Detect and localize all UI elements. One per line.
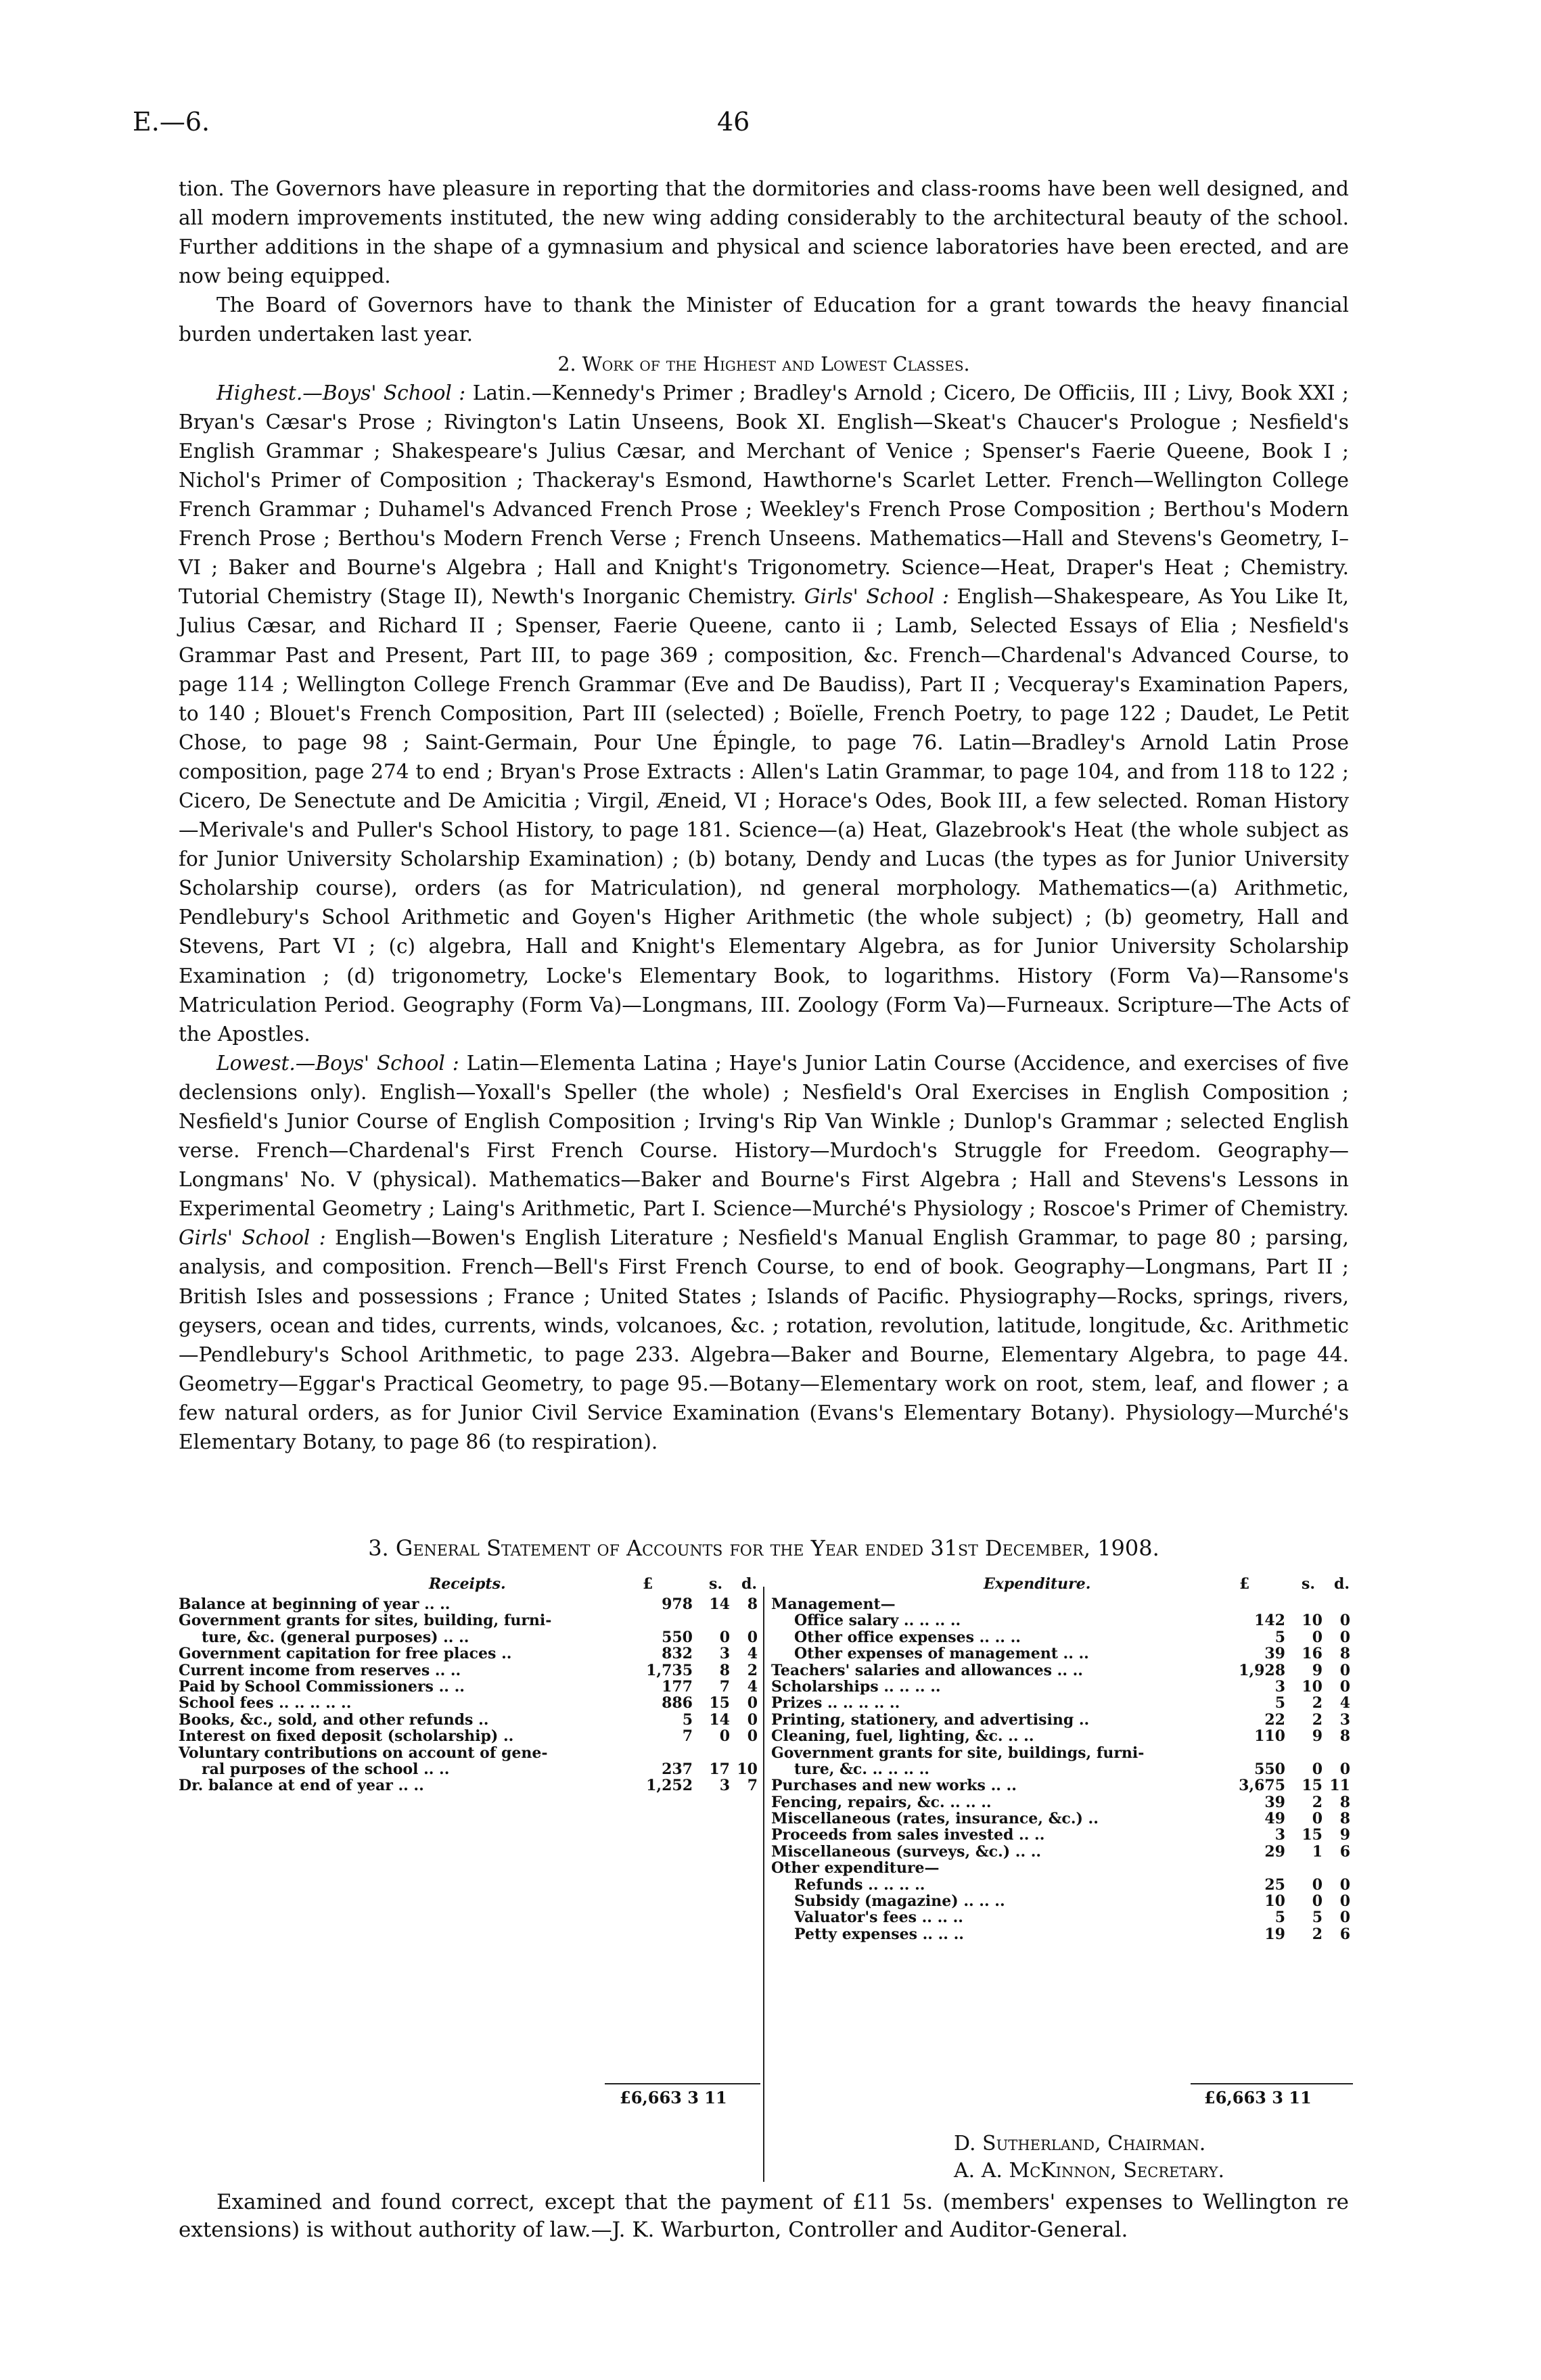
expenditure-row <box>771 1794 1353 1811</box>
expenditure-row <box>771 1745 1353 1761</box>
receipts-item-shillings: 7 <box>719 1677 730 1696</box>
expenditure-item-shillings: 0 <box>1312 1810 1322 1828</box>
receipts-item-label: Books, &c., sold, and other refunds .. <box>179 1710 489 1729</box>
receipts-item-pence: 0 <box>747 1710 758 1729</box>
expenditure-item-label: Subsidy (magazine) .. .. .. <box>794 1892 1005 1911</box>
expenditure-item-pence: 0 <box>1339 1612 1350 1630</box>
secretary-signature: A. A. McKinnon, Secretary. <box>954 2159 1225 2183</box>
expenditure-item-pence: 6 <box>1339 1925 1350 1943</box>
expenditure-total-rule <box>1191 2083 1353 2084</box>
expenditure-item-pounds: 110 <box>1254 1727 1285 1746</box>
receipts-row <box>179 1612 760 1629</box>
receipts-item-label: ture, &c. (general purposes) .. .. <box>202 1628 469 1646</box>
lowest-classes-paragraph <box>179 1049 1349 1457</box>
expenditure-row <box>771 1761 1353 1777</box>
expenditure-item-pence: 9 <box>1339 1826 1350 1844</box>
receipts-item-label: School fees .. .. .. .. .. <box>179 1694 352 1712</box>
receipts-row <box>179 1728 760 1744</box>
expenditure-row <box>771 1629 1353 1646</box>
expenditure-item-pounds: 25 <box>1264 1875 1285 1894</box>
expenditure-item-label: Valuator's fees .. .. .. <box>794 1909 963 1927</box>
receipts-item-pounds: 177 <box>662 1677 693 1696</box>
receipts-item-pence: 0 <box>747 1694 758 1712</box>
expenditure-item-label: Cleaning, fuel, lighting, &c. .. .. <box>771 1727 1034 1746</box>
expenditure-row <box>771 1646 1353 1662</box>
expenditure-row <box>771 1860 1353 1876</box>
receipts-item-pence: 0 <box>747 1727 758 1746</box>
receipts-item-shillings: 14 <box>709 1595 730 1613</box>
expenditure-column <box>771 1576 1353 1942</box>
expenditure-item-label: Other expenditure— <box>771 1859 940 1877</box>
receipts-item-label: Current income from reserves .. .. <box>179 1661 461 1679</box>
receipts-total: £6,663 3 11 <box>620 2088 727 2107</box>
receipts-column <box>179 1576 760 1794</box>
auditor-note <box>179 2189 1349 2244</box>
receipts-item-label: Paid by School Commissioners .. .. <box>179 1677 465 1696</box>
expenditure-row <box>771 1827 1353 1843</box>
receipts-row <box>179 1695 760 1711</box>
chairman-signature: D. Sutherland, Chairman. <box>954 2132 1206 2155</box>
receipts-item-pence: 10 <box>737 1760 758 1778</box>
expenditure-row <box>771 1596 1353 1612</box>
expenditure-row <box>771 1844 1353 1860</box>
receipts-row <box>179 1679 760 1695</box>
expenditure-row <box>771 1877 1353 1893</box>
receipts-item-pounds: 550 <box>662 1628 693 1646</box>
expenditure-item-pounds: 39 <box>1264 1645 1285 1663</box>
expenditure-item-shillings: 15 <box>1302 1826 1322 1844</box>
expenditure-item-pounds: 49 <box>1264 1810 1285 1828</box>
expenditure-item-shillings: 2 <box>1312 1694 1322 1712</box>
expenditure-item-pounds: 550 <box>1254 1760 1285 1778</box>
highest-boys-text: Latin.—Kennedy's Primer ; Bradley's Arnold ; Cicero, De Officiis, III ; Livy, Book XXI ; Bryan's Cæsar's Prose ; Rivington's Latin Unseens, Book XI. English—Skeat's Chaucer's Prologue ; Nesfield's English Grammar ; Shakespeare's Julius Cæsar, and Merchant of Venice ; Spenser's Faerie Queene, Book I ; Nichol's Primer of Composition ; Thackeray's Esmond, Hawthorne's Scarlet Letter. French—Wellington College French Grammar ; Duhamel's Advanced French Prose ; Weekley's French Prose Composition ; Berthou's Modern French Prose ; Berthou's Modern French Verse ; French Unseens. Mathematics—Hall and Stevens's Geometry, I–VI ; Baker and Bourne's Algebra ; Hall and Knight's Trigonometry. Science—Heat, Draper's Heat ; Chemistry. Tutorial Chemistry (Stage II), Newth's Inorganic Chemistry. <box>179 381 1349 609</box>
expenditure-item-pence: 11 <box>1329 1777 1350 1795</box>
section-2-heading: 2. Work of the Highest and Lowest Classes. <box>557 352 970 375</box>
expenditure-item-pence: 3 <box>1339 1710 1350 1729</box>
column-divider <box>763 1587 764 2182</box>
receipts-row <box>179 1596 760 1612</box>
receipts-item-shillings: 15 <box>709 1694 730 1712</box>
receipts-item-pence: 0 <box>747 1628 758 1646</box>
expenditure-row <box>771 1679 1353 1695</box>
expenditure-item-shillings: 10 <box>1302 1612 1322 1630</box>
receipts-item-pence: 8 <box>747 1595 758 1613</box>
receipts-rows <box>179 1596 760 1794</box>
expenditure-item-shillings: 9 <box>1312 1661 1322 1679</box>
expenditure-item-pounds: 10 <box>1264 1892 1285 1911</box>
pence-header: d. <box>1334 1575 1350 1593</box>
expenditure-row <box>771 1893 1353 1909</box>
receipts-item-pence: 7 <box>747 1777 758 1795</box>
receipts-item-label: Balance at beginning of year .. .. <box>179 1595 451 1613</box>
expenditure-rows <box>771 1596 1353 1942</box>
receipts-item-label: Government capitation for free places .. <box>179 1645 512 1663</box>
expenditure-item-pence: 0 <box>1339 1677 1350 1696</box>
auditor-note-text: Examined and found correct, except that the payment of £11 5s. (members' expenses to Wellington re extensions) is without authority of law.—J. K. Warburton, Controller and Auditor-General. <box>179 2190 1349 2242</box>
receipts-item-pence: 2 <box>747 1661 758 1679</box>
expenditure-item-pounds: 5 <box>1274 1694 1285 1712</box>
expenditure-item-pounds: 39 <box>1264 1793 1285 1811</box>
expenditure-item-pounds: 1,928 <box>1239 1661 1285 1679</box>
receipts-item-shillings: 0 <box>719 1628 730 1646</box>
expenditure-item-label: Government grants for site, buildings, furni- <box>771 1744 1145 1762</box>
expenditure-item-label: Office salary .. .. .. .. <box>794 1612 961 1630</box>
receipts-row <box>179 1646 760 1662</box>
expenditure-item-label: Fencing, repairs, &c. .. .. .. <box>771 1793 992 1811</box>
receipts-item-shillings: 3 <box>719 1777 730 1795</box>
expenditure-item-pence: 0 <box>1339 1892 1350 1911</box>
receipts-item-shillings: 3 <box>719 1645 730 1663</box>
highest-girls-text: English—Shakespeare, As You Like It, Julius Cæsar, and Richard II ; Spenser, Faerie Queene, canto ii ; Lamb, Selected Essays of Elia ; Nesfield's Grammar Past and Present, Part III, to page 369 ; composition, &c. French—Chardenal's Advanced Course, to page 114 ; Wellington College French Grammar (Eve and De Baudiss), Part II ; Vecqueray's Examination Papers, to 140 ; Blouet's French Composition, Part III (selected) ; Boïelle, French Poetry, to page 122 ; Daudet, Le Petit Chose, to page 98 ; Saint-Germain, Pour Une Épingle, to page 76. Latin—Bradley's Arnold Latin Prose composition, page 274 to end ; Bryan's Prose Extracts : Allen's Latin Grammar, to page 104, and from 118 to 122 ; Cicero, De Senectute and De Amicitia ; Virgil, Æneid, VI ; Horace's Odes, Book III, a few selected. Roman History—Merivale's and Puller's School History, to page 181. Science—(a) Heat, Glazebrook's Heat (the whole subject as for Junior University Scholarship Examination) ; (b) botany, Dendy and Lucas (the types as for Junior University Scholarship course), orders (as for Matriculation), nd general morphology. Mathematics—(a) Arithmetic, Pendlebury's School Arithmetic and Goyen's Higher Arithmetic (the whole subject) ; (b) geometry, Hall and Stevens, Part VI ; (c) algebra, Hall and Knight's Elementary Algebra, as for Junior University Scholarship Examination ; (d) trigonometry, Locke's Elementary Book, to logarithms. History (Form Va)—Ransome's Matriculation Period. Geography (Form Va)—Longmans, III. Zoology (Form Va)—Furneaux. Scripture—The Acts of the Apostles. <box>179 585 1349 1046</box>
receipts-item-pounds: 1,735 <box>646 1661 693 1679</box>
expenditure-item-pounds: 142 <box>1254 1612 1285 1630</box>
expenditure-item-label: Management— <box>771 1595 896 1613</box>
expenditure-item-pounds: 22 <box>1264 1710 1285 1729</box>
receipts-item-pounds: 237 <box>662 1760 693 1778</box>
receipts-item-shillings: 17 <box>709 1760 730 1778</box>
expenditure-item-label: Miscellaneous (surveys, &c.) .. .. <box>771 1842 1042 1861</box>
report-reference: E.—6. <box>133 107 210 137</box>
expenditure-item-label: Scholarships .. .. .. .. <box>771 1677 941 1696</box>
expenditure-item-pence: 0 <box>1339 1628 1350 1646</box>
expenditure-item-shillings: 0 <box>1312 1875 1322 1894</box>
intro-paragraph: tion. The Governors have pleasure in reporting that the dormitories and class-rooms have been well designed, and all modern improvements instituted, the new wing adding considerably to the architectural beauty of the school. Further additions in the shape of a gymnasium and physical and science laboratories have been erected, and are now being equipped. <box>179 177 1349 288</box>
receipts-item-label: ral purposes of the school .. .. <box>202 1760 450 1778</box>
expenditure-item-pence: 0 <box>1339 1875 1350 1894</box>
shillings-header: s. <box>709 1575 723 1593</box>
expenditure-item-shillings: 2 <box>1312 1710 1322 1729</box>
expenditure-item-label: Printing, stationery, and advertising .. <box>771 1710 1090 1729</box>
receipts-row <box>179 1712 760 1728</box>
expenditure-row <box>771 1777 1353 1794</box>
receipts-item-pounds: 978 <box>662 1595 693 1613</box>
expenditure-item-shillings: 2 <box>1312 1925 1322 1943</box>
expenditure-item-label: Refunds .. .. .. .. <box>794 1875 925 1894</box>
receipts-item-pounds: 7 <box>682 1727 693 1746</box>
expenditure-item-pence: 8 <box>1339 1810 1350 1828</box>
accounts-statement <box>179 1576 1353 2218</box>
expenditure-item-pounds: 5 <box>1274 1628 1285 1646</box>
expenditure-item-label: Purchases and new works .. .. <box>771 1777 1017 1795</box>
expenditure-item-pence: 0 <box>1339 1909 1350 1927</box>
expenditure-row <box>771 1909 1353 1926</box>
receipts-item-label: Government grants for sites, building, furni- <box>179 1612 552 1630</box>
expenditure-item-shillings: 2 <box>1312 1793 1322 1811</box>
expenditure-row <box>771 1612 1353 1629</box>
receipts-item-pounds: 5 <box>682 1710 693 1729</box>
receipts-item-pounds: 886 <box>662 1694 693 1712</box>
receipts-title: Receipts. <box>429 1575 506 1593</box>
receipts-item-pence: 4 <box>747 1677 758 1696</box>
signatures <box>954 2130 1224 2185</box>
thanks-paragraph: The Board of Governors have to thank the Minister of Education for a grant towards the heavy financial burden undertaken last year. <box>179 294 1349 346</box>
expenditure-item-pounds: 3 <box>1274 1677 1285 1696</box>
expenditure-item-pounds: 29 <box>1264 1842 1285 1861</box>
expenditure-item-pounds: 3,675 <box>1239 1777 1285 1795</box>
expenditure-item-pence: 8 <box>1339 1727 1350 1746</box>
expenditure-item-label: Proceeds from sales invested .. .. <box>771 1826 1045 1844</box>
lowest-boys-label: Lowest.—Boys' School : <box>216 1051 459 1075</box>
expenditure-item-pounds: 19 <box>1264 1925 1285 1943</box>
expenditure-item-shillings: 9 <box>1312 1727 1322 1746</box>
expenditure-item-shillings: 10 <box>1302 1677 1322 1696</box>
receipts-item-shillings: 0 <box>719 1727 730 1746</box>
receipts-item-shillings: 14 <box>709 1710 730 1729</box>
report-body <box>179 174 1349 1457</box>
receipts-item-label: Dr. balance at end of year .. .. <box>179 1777 424 1795</box>
receipts-row <box>179 1662 760 1679</box>
expenditure-item-label: Teachers' salaries and allowances .. .. <box>771 1661 1083 1679</box>
expenditure-item-shillings: 5 <box>1312 1909 1322 1927</box>
page-header <box>133 107 1384 147</box>
expenditure-item-label: ture, &c. .. .. .. .. <box>794 1760 929 1778</box>
expenditure-total: £6,663 3 11 <box>1204 2088 1312 2107</box>
receipts-total-rule <box>605 2083 760 2084</box>
highest-classes-paragraph <box>179 379 1349 1049</box>
receipts-row <box>179 1745 760 1761</box>
expenditure-item-pence: 8 <box>1339 1793 1350 1811</box>
expenditure-item-pence: 4 <box>1339 1694 1350 1712</box>
expenditure-row <box>771 1662 1353 1679</box>
expenditure-row <box>771 1926 1353 1942</box>
pounds-header: £ <box>643 1575 653 1593</box>
expenditure-item-pence: 0 <box>1339 1760 1350 1778</box>
receipts-row <box>179 1629 760 1646</box>
pence-header: d. <box>741 1575 758 1593</box>
page-number: 46 <box>717 107 750 137</box>
receipts-item-label: Interest on fixed deposit (scholarship) .. <box>179 1727 514 1746</box>
expenditure-item-shillings: 0 <box>1312 1760 1322 1778</box>
receipts-header <box>179 1576 760 1596</box>
shillings-header: s. <box>1302 1575 1316 1593</box>
expenditure-item-shillings: 1 <box>1312 1842 1322 1861</box>
highest-boys-label: Highest.—Boys' School : <box>216 381 466 404</box>
receipts-item-shillings: 8 <box>719 1661 730 1679</box>
expenditure-row <box>771 1811 1353 1827</box>
expenditure-item-shillings: 16 <box>1302 1645 1322 1663</box>
highest-girls-label: Girls' School : <box>804 585 949 609</box>
expenditure-title: Expenditure. <box>984 1575 1091 1593</box>
expenditure-item-shillings: 15 <box>1302 1777 1322 1795</box>
expenditure-row <box>771 1695 1353 1711</box>
expenditure-item-label: Miscellaneous (rates, insurance, &c.) .. <box>771 1810 1099 1828</box>
expenditure-item-shillings: 0 <box>1312 1628 1322 1646</box>
expenditure-item-pounds: 3 <box>1274 1826 1285 1844</box>
receipts-item-pounds: 1,252 <box>646 1777 693 1795</box>
lowest-boys-text: Latin—Elementa Latina ; Haye's Junior Latin Course (Accidence, and exercises of five declensions only). English—Yoxall's Speller (the whole) ; Nesfield's Oral Exercises in English Composition ; Nesfield's Junior Course of English Composition ; Irving's Rip Van Winkle ; Dunlop's Grammar ; selected English verse. French—Chardenal's First French Course. History—Murdoch's Struggle for Freedom. Geography—Longmans' No. V (physical). Mathematics—Baker and Bourne's First Algebra ; Hall and Stevens's Lessons in Experimental Geometry ; Laing's Arithmetic, Part I. Science—Murché's Physiology ; Roscoe's Primer of Chemistry. <box>179 1051 1349 1221</box>
expenditure-item-pence: 6 <box>1339 1842 1350 1861</box>
expenditure-row <box>771 1712 1353 1728</box>
expenditure-item-shillings: 0 <box>1312 1892 1322 1911</box>
expenditure-item-pounds: 5 <box>1274 1909 1285 1927</box>
receipts-item-label: Voluntary contributions on account of gene- <box>179 1744 548 1762</box>
expenditure-item-pence: 8 <box>1339 1645 1350 1663</box>
expenditure-item-label: Petty expenses .. .. .. <box>794 1925 964 1943</box>
receipts-row <box>179 1761 760 1777</box>
receipts-row <box>179 1777 760 1794</box>
expenditure-row <box>771 1728 1353 1744</box>
pounds-header: £ <box>1239 1575 1250 1593</box>
lowest-girls-label: Girls' School : <box>179 1226 326 1250</box>
section-3-heading: 3. General Statement of Accounts for the Year ended 31st December, 1908. <box>368 1535 1159 1561</box>
receipts-item-pence: 4 <box>747 1645 758 1663</box>
expenditure-item-pence: 0 <box>1339 1661 1350 1679</box>
expenditure-item-label: Other expenses of management .. .. <box>794 1645 1089 1663</box>
receipts-item-pounds: 832 <box>662 1645 693 1663</box>
lowest-girls-text: English—Bowen's English Literature ; Nesfield's Manual English Grammar, to page 80 ; parsing, analysis, and composition. French—Bell's First French Course, to end of book. Geography—Longmans, Part II ; British Isles and possessions ; France ; United States ; Islands of Pacific. Physiography—Rocks, springs, rivers, geysers, ocean and tides, currents, winds, volcanoes, &c. ; rotation, revolution, latitude, longitude, &c. Arithmetic—Pendlebury's School Arithmetic, to page 233. Algebra—Baker and Bourne, Elementary Algebra, to page 44. Geometry—Eggar's Practical Geometry, to page 95.—Botany—Elementary work on root, stem, leaf, and flower ; a few natural orders, as for Junior Civil Service Examination (Evans's Elementary Botany). Physiology—Murché's Elementary Botany, to page 86 (to respiration). <box>179 1226 1349 1454</box>
expenditure-item-label: Prizes .. .. .. .. .. <box>771 1694 900 1712</box>
expenditure-header <box>771 1576 1353 1596</box>
expenditure-item-label: Other office expenses .. .. .. <box>794 1628 1021 1646</box>
